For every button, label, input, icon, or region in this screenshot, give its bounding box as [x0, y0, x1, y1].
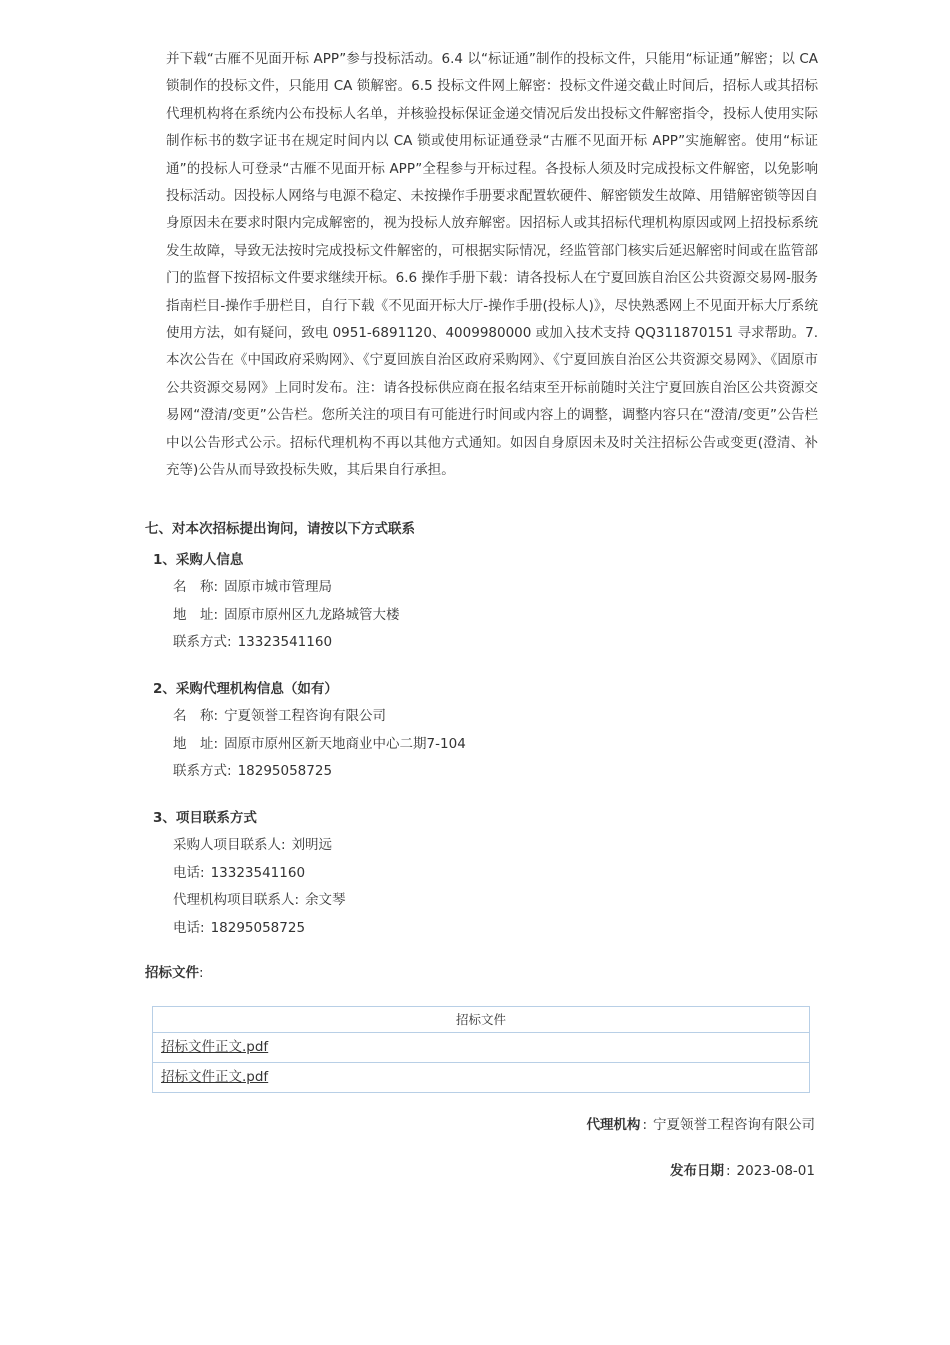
purchaser-address-row	[173, 602, 400, 630]
documents-label-text: 招标文件	[145, 965, 199, 981]
agency-phone-row	[173, 915, 346, 943]
purchaser-phone-value: 13323541160	[210, 864, 306, 881]
footer-agency-value: 宁夏领誉工程咨询有限公司	[653, 1117, 815, 1133]
purchaser-info-block	[173, 574, 400, 657]
document-file-link[interactable]: 招标文件正文.pdf	[161, 1039, 269, 1055]
purchaser-person-row	[173, 832, 346, 860]
agency-person-label: 代理机构项目联系人:	[173, 892, 300, 908]
footer-date	[670, 1158, 815, 1184]
agency-contact-label: 联系方式:	[173, 763, 232, 779]
purchaser-address-value: 固原市原州区九龙路城管大楼	[224, 606, 400, 623]
purchaser-contact-row	[173, 629, 400, 657]
purchaser-contact-label: 联系方式:	[173, 634, 232, 650]
purchaser-phone-label: 电话:	[173, 864, 205, 881]
notice-body-paragraph: 并下载“古雁不见面开标 APP”参与投标活动。6.4 以“标证通”制作的投标文件，只能用“标证通”解密；以 CA 锁制作的投标文件，只能用 CA 锁解密。6.5 投标文件网上解密：投标文件递交截止时间后，招标人或其招标代理机构将在系统内公布投标人名单，并核验投标保证金递交情况后发出投标文件解密指令，投标人使用实际制作标书的数字证书在规定时间内以 CA 锁或使用标证通登录“古雁不见面开标 APP”实施解密。使用“标证通”的投标人可登录“古雁不见面开标 APP”全程参与开标过程。各投标人须及时完成投标文件解密，以免影响投标活动。因投标人网络与电源不稳定、未按操作手册要求配置软硬件、解密锁发生故障、用错解密锁等因自身原因未在要求时限内完成解密的，视为投标人放弃解密。因招标人或其招标代理机构原因或网上招投标系统发生故障，导致无法按时完成投标文件解密的，可根据实际情况，经监管部门核实后延迟解密时间或在监管部门的监督下按招标文件要求继续开标。6.6 操作手册下载：请各投标人在宁夏回族自治区公共资源交易网-服务指南栏目-操作手册栏目，自行下载《不见面开标大厅-操作手册(投标人)》，尽快熟悉网上不见面开标大厅系统使用方法，如有疑问，致电 0951-6891120、4009980000 或加入技术支持 QQ311870151 寻求帮助。7.本次公告在《中国政府采购网》、《宁夏回族自治区政府采购网》、《宁夏回族自治区公共资源交易网》、《固原市公共资源交易网》上同时发布。注：请各投标供应商在报名结束至开标前随时关注宁夏回族自治区公共资源交易网“澄清/变更”公告栏。您所关注的项目有可能进行时间或内容上的调整，调整内容只在“澄清/变更”公告栏中以公告形式公示。招标代理机构不再以其他方式通知。如因自身原因未及时关注招标公告或变更(澄清、补充等)公告从而导致投标失败，其后果自行承担。	[166, 51, 818, 479]
documents-table-row	[153, 1033, 809, 1063]
footer-agency-label: 代理机构	[586, 1117, 641, 1133]
documents-table-header: 招标文件	[153, 1007, 809, 1033]
agency-contact-row	[173, 758, 466, 786]
agency-phone-value: 18295058725	[210, 919, 306, 936]
agency-info-heading: 2、采购代理机构信息（如有）	[153, 681, 338, 697]
agency-name-value: 宁夏领誉工程咨询有限公司	[224, 708, 387, 724]
purchaser-person-value: 刘明远	[291, 837, 333, 853]
purchaser-name-value: 固原市城市管理局	[224, 579, 333, 595]
agency-address-value: 固原市原州区新天地商业中心二期7-104	[224, 735, 466, 752]
footer-date-sep: :	[725, 1163, 731, 1179]
purchaser-phone-row	[173, 860, 346, 888]
project-contact-heading: 3、项目联系方式	[153, 810, 257, 826]
footer-agency-sep: :	[642, 1117, 647, 1133]
documents-table-row	[153, 1063, 809, 1092]
project-contact-block	[173, 832, 346, 942]
footer-date-value: 2023-08-01	[736, 1163, 815, 1179]
documents-label	[145, 960, 204, 986]
purchaser-contact-value: 13323541160	[237, 634, 333, 650]
footer-date-label: 发布日期	[669, 1163, 724, 1179]
agency-info-block	[173, 703, 466, 786]
agency-address-label: 地 址:	[173, 735, 219, 752]
document-file-link[interactable]: 招标文件正文.pdf	[161, 1069, 269, 1085]
agency-person-value: 余文琴	[305, 892, 346, 908]
purchaser-person-label: 采购人项目联系人:	[173, 837, 286, 853]
purchaser-name-label: 名 称:	[173, 579, 219, 595]
agency-address-row	[173, 731, 466, 759]
purchaser-address-label: 地 址:	[173, 606, 219, 623]
agency-phone-label: 电话:	[173, 919, 205, 936]
agency-name-row	[173, 703, 466, 731]
purchaser-name-row	[173, 574, 400, 602]
agency-contact-value: 18295058725	[237, 763, 333, 779]
documents-table	[152, 1006, 810, 1093]
agency-person-row	[173, 887, 346, 915]
purchaser-info-heading: 1、采购人信息	[153, 552, 244, 568]
documents-label-colon: :	[199, 965, 204, 981]
agency-name-label: 名 称:	[173, 708, 219, 724]
contact-section-heading: 七、对本次招标提出询问，请按以下方式联系	[145, 521, 415, 537]
footer-agency	[586, 1112, 815, 1138]
